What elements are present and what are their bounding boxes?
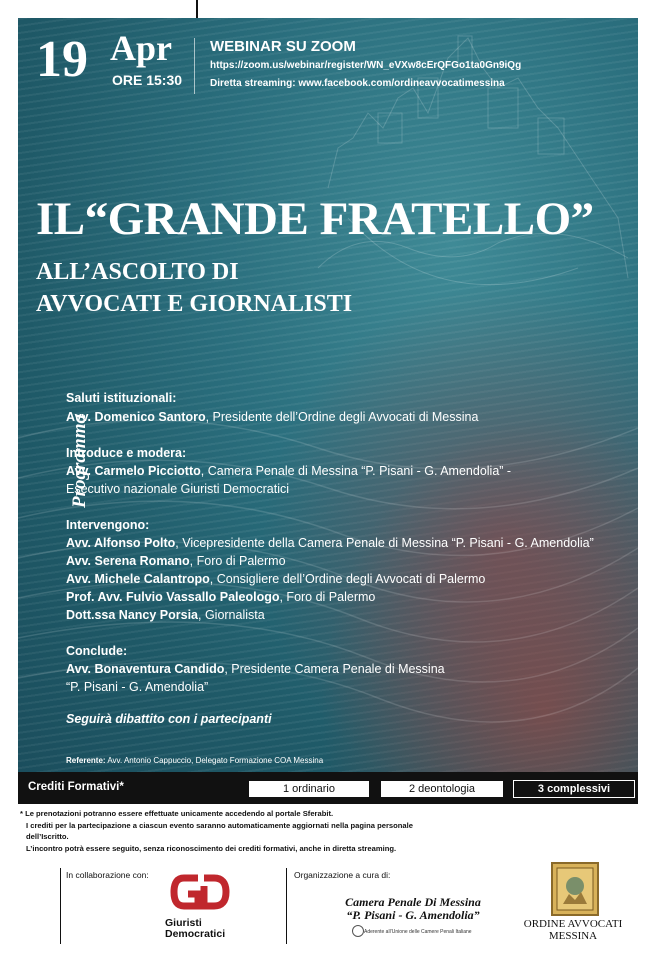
credits-bar bbox=[18, 772, 638, 804]
zoom-link[interactable]: https://zoom.us/webinar/register/WN_eVXw8cErQFGo1ta0Gn9iQg bbox=[210, 60, 522, 71]
speaker-role: , Foro di Palermo bbox=[279, 590, 376, 604]
giuristi-democratici-name bbox=[165, 918, 225, 940]
footnotes bbox=[20, 808, 413, 854]
note-line-4: L’incontro potrà essere seguito, senza riconoscimento dei crediti formativi, anche in diretta streaming. bbox=[26, 843, 397, 853]
referente-label: Referente: bbox=[66, 756, 106, 765]
speaker-item bbox=[66, 554, 286, 568]
top-divider bbox=[196, 0, 198, 18]
speaker-item bbox=[66, 590, 375, 604]
credits-label: Crediti Formativi* bbox=[28, 781, 124, 793]
introduce-role-2: Esecutivo nazionale Giuristi Democratici bbox=[66, 482, 290, 496]
speaker-name: Avv. Serena Romano bbox=[66, 554, 190, 568]
footer-divider-left bbox=[60, 868, 61, 944]
saluti-name: Avv. Domenico Santoro bbox=[66, 410, 206, 424]
header-divider bbox=[194, 38, 195, 94]
webinar-title: WEBINAR SU ZOOM bbox=[210, 38, 356, 55]
introduce-text bbox=[66, 464, 511, 478]
saluti-role: , Presidente dell’Ordine degli Avvocati di Messina bbox=[205, 410, 479, 424]
cp-line-2: “P. Pisani - G. Amendolia” bbox=[346, 908, 480, 922]
credit-deontologia-box: 2 deontologia bbox=[380, 780, 504, 798]
credit-ordinario-box: 1 ordinario bbox=[248, 780, 370, 798]
speaker-name: Prof. Avv. Fulvio Vassallo Paleologo bbox=[66, 590, 280, 604]
program-label: Programma bbox=[69, 414, 90, 508]
ordine-avvocati-name bbox=[510, 918, 636, 942]
conclude-text bbox=[66, 662, 445, 676]
main-title: IL“GRANDE FRATELLO” bbox=[36, 193, 594, 245]
note-line-3: dell’Iscritto. bbox=[26, 832, 69, 841]
camera-penale-seal-icon bbox=[352, 925, 364, 937]
event-day: 19 bbox=[36, 31, 88, 88]
introduce-role: , Camera Penale di Messina “P. Pisani - G. Amendolia” - bbox=[200, 464, 512, 478]
conclude-name: Avv. Bonaventura Candido bbox=[66, 662, 225, 676]
note-line-2: I crediti per la partecipazione a ciascun evento saranno automaticamente aggiornati nella pagina personale bbox=[26, 820, 413, 830]
speaker-name: Avv. Michele Calantropo bbox=[66, 572, 210, 586]
gd-line-1: Giuristi bbox=[165, 917, 202, 929]
credit-complessivi-box: 3 complessivi bbox=[513, 780, 635, 798]
note-line-1: * Le prenotazioni potranno essere effettuate unicamente accedendo al portale Sferabit. bbox=[20, 809, 334, 818]
speaker-name: Avv. Alfonso Polto bbox=[66, 536, 176, 550]
cp-line-1: Camera Penale Di Messina bbox=[345, 895, 481, 909]
referente-line bbox=[66, 756, 323, 765]
introduce-name: Avv. Carmelo Picciotto bbox=[66, 464, 201, 478]
speaker-item bbox=[66, 536, 594, 550]
oam-line-1: ORDINE AVVOCATI bbox=[523, 918, 623, 930]
dibattito-note: Seguirà dibattito con i partecipanti bbox=[66, 712, 272, 726]
speaker-role: , Vicepresidente della Camera Penale di Messina “P. Pisani - G. Amendolia” bbox=[175, 536, 594, 550]
oam-line-2: MESSINA bbox=[548, 930, 598, 942]
subtitle-line-2: AVVOCATI E GIORNALISTI bbox=[36, 291, 353, 317]
speaker-name: Dott.ssa Nancy Porsia bbox=[66, 608, 198, 622]
speaker-role: , Giornalista bbox=[198, 608, 265, 622]
saluti-text bbox=[66, 410, 478, 424]
introduce-heading: Introduce e modera: bbox=[66, 446, 187, 460]
footer-divider-middle bbox=[286, 868, 287, 944]
speaker-item bbox=[66, 608, 265, 622]
event-month: Apr bbox=[110, 28, 172, 68]
org-label: Organizzazione a cura di: bbox=[294, 870, 391, 880]
conclude-role-2: “P. Pisani - G. Amendolia” bbox=[66, 680, 209, 694]
camera-penale-affiliation: Aderente all’Unione delle Camere Penali Italiane bbox=[364, 929, 472, 935]
speaker-role: , Foro di Palermo bbox=[189, 554, 286, 568]
speaker-role: , Consigliere dell’Ordine degli Avvocati di Palermo bbox=[209, 572, 486, 586]
poster-panel bbox=[18, 18, 638, 772]
collab-label: In collaborazione con: bbox=[66, 870, 149, 880]
gd-line-2: Democratici bbox=[165, 928, 226, 940]
ordine-avvocati-crest-icon bbox=[551, 862, 599, 916]
conclude-role: , Presidente Camera Penale di Messina bbox=[224, 662, 445, 676]
referente-text: Avv. Antonio Cappuccio, Delegato Formazione COA Messina bbox=[105, 756, 324, 765]
conclude-heading: Conclude: bbox=[66, 644, 128, 658]
subtitle-line-1: ALL’ASCOLTO DI bbox=[36, 259, 239, 285]
giuristi-democratici-logo-icon bbox=[168, 872, 232, 912]
saluti-heading: Saluti istituzionali: bbox=[66, 391, 177, 405]
speaker-item bbox=[66, 572, 485, 586]
intervengono-heading: Intervengono: bbox=[66, 518, 150, 532]
streaming-link[interactable]: Diretta streaming: www.facebook.com/ordineavvocatimessina bbox=[210, 78, 505, 89]
event-time: ORE 15:30 bbox=[112, 72, 183, 88]
camera-penale-name bbox=[298, 896, 528, 922]
